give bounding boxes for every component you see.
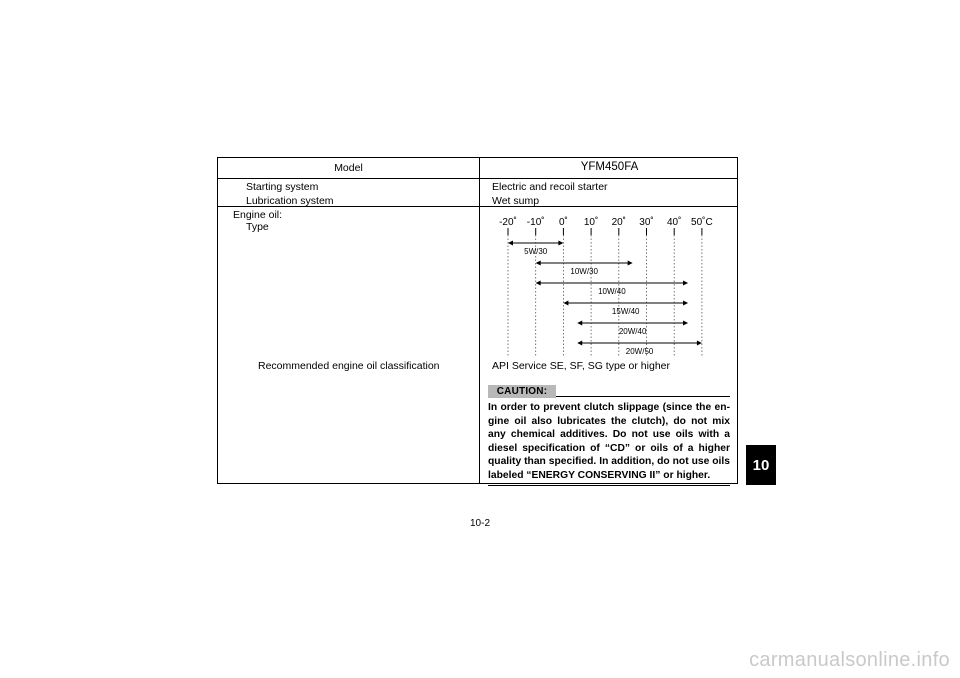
range-arrow-left <box>508 241 513 246</box>
range-arrow-left <box>577 321 582 326</box>
temperature-tick-label: 30˚ <box>639 217 654 228</box>
temperature-tick-label: 0˚ <box>558 217 568 228</box>
viscosity-grade-label: 10W/30 <box>570 267 598 276</box>
range-arrow-left <box>536 261 541 266</box>
caution-box <box>488 385 730 486</box>
range-arrow-right <box>558 241 563 246</box>
oil-classification-value: API Service SE, SF, SG type or higher <box>492 360 670 372</box>
starting-system-value: Electric and recoil starter <box>492 181 608 193</box>
range-arrow-right <box>628 261 633 266</box>
viscosity-grade-label: 20W/40 <box>618 327 647 336</box>
header-model-value: YFM450FA <box>580 161 639 173</box>
oil-viscosity-chart <box>488 214 713 359</box>
viscosity-grade-label: 5W/30 <box>524 247 548 256</box>
header-divider <box>218 178 737 179</box>
range-arrow-left <box>577 341 582 346</box>
temperature-tick-label: -10˚ <box>526 217 545 228</box>
range-arrow-right <box>683 321 688 326</box>
starting-system-label: Starting system <box>246 181 319 193</box>
oil-classification-label: Recommended engine oil classification <box>258 360 440 372</box>
range-arrow-right <box>683 301 688 306</box>
header-label: Model <box>334 162 363 174</box>
lubrication-system-label: Lubrication system <box>246 195 334 207</box>
temperature-tick-label: 50˚C <box>691 217 713 228</box>
range-arrow-left <box>536 281 541 286</box>
range-arrow-right <box>697 341 702 346</box>
lubrication-system-value: Wet sump <box>492 195 540 207</box>
temperature-tick-label: 40˚ <box>666 217 682 228</box>
temperature-tick-label: 20˚ <box>611 217 627 228</box>
viscosity-grade-label: 20W/50 <box>625 347 654 356</box>
page-number: 10-2 <box>469 518 490 529</box>
chapter-tab: 10 <box>746 445 776 485</box>
range-arrow-right <box>683 281 688 286</box>
viscosity-grade-label: 10W/40 <box>598 287 626 296</box>
temperature-tick-label: 10˚ <box>583 217 599 228</box>
specification-table <box>217 157 738 484</box>
watermark: carmanualsonline.info <box>749 649 950 671</box>
oil-type-label: Type <box>246 221 269 233</box>
caution-text: In order to prevent clutch slippage (since the en-gine oil also lubricates the clutch), do not mix any chemical additives. Do not use oils with a diesel specification of “CD” or oils of a higher quality than specified. In addition, do not use oils labeled “ENERGY CONSERVING II” or higher. <box>488 402 730 481</box>
engine-oil-label: Engine oil: <box>233 209 283 221</box>
caution-bottom-rule <box>488 485 730 486</box>
temperature-tick-label: -20˚ <box>499 217 517 228</box>
caution-header <box>488 385 730 399</box>
caution-top-rule <box>556 396 730 397</box>
viscosity-chart-svg <box>488 214 713 359</box>
viscosity-grade-label: 15W/40 <box>611 307 640 316</box>
range-arrow-left <box>563 301 568 306</box>
caution-badge: CAUTION: <box>488 385 556 398</box>
